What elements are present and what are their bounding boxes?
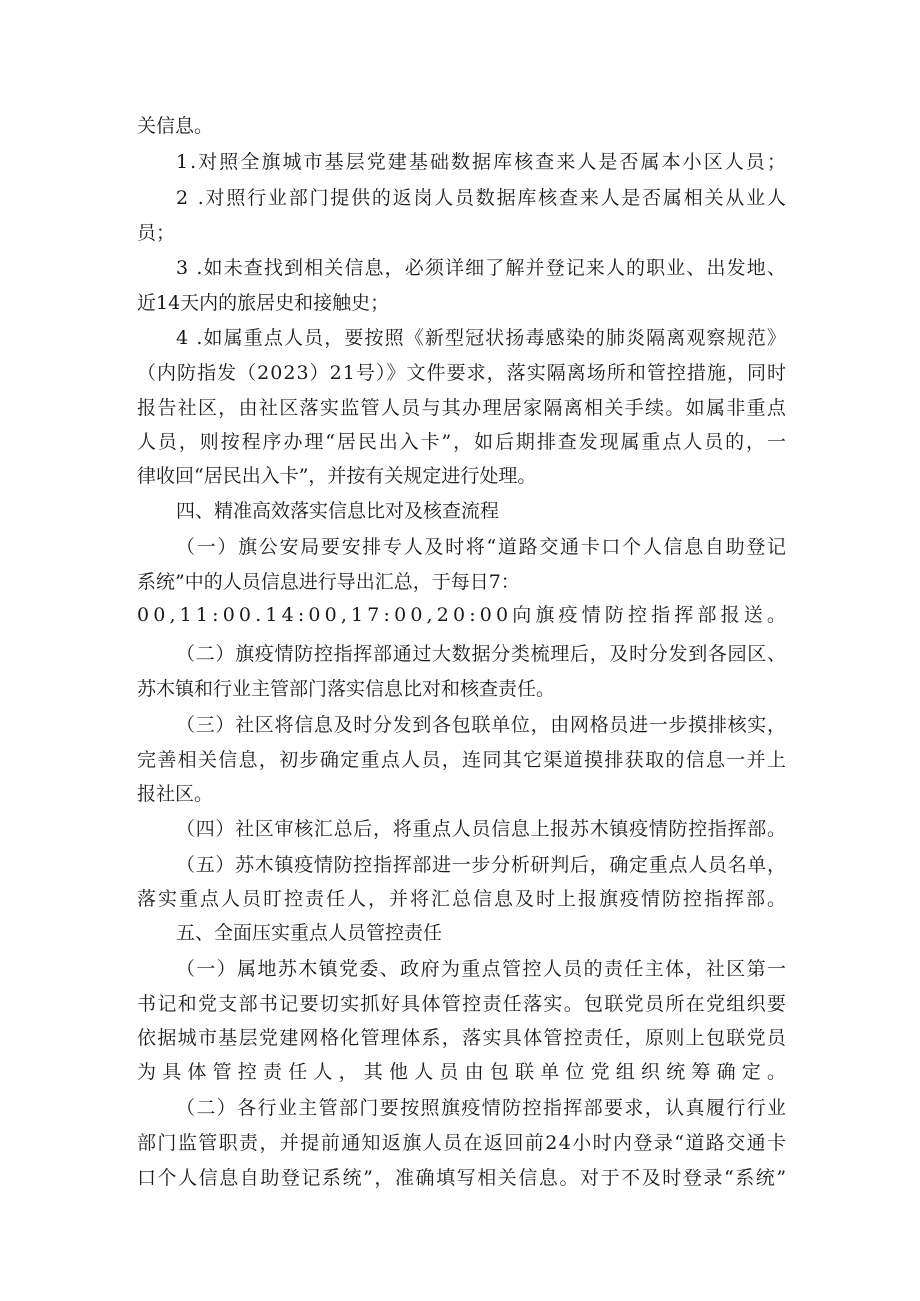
text-line [0, 598, 920, 632]
text-line [0, 251, 920, 285]
text-line-content: 4 .如属重点人员，要按照《新型冠状扬毒感染的肺炎隔离观察规范》 [176, 327, 788, 349]
text-line-content: 依据城市基层党建网格化管理体系，落实具体管控责任，原则上包联党员 [137, 1027, 788, 1049]
text-line-content: （一）旗公安局要安排专人及时将“道路交通卡口个人信息自助登记 [176, 536, 788, 558]
text-line-content: 00,11:00.14:00,17:00,20:00向旗疫情防控指挥部报送。 [137, 604, 791, 626]
text-line-content: 2 .对照行业部门提供的返岗人员数据库核查来人是否属相关从业人 [176, 187, 788, 209]
text-line [0, 565, 920, 599]
text-line-content: 落实重点人员盯控责任人，并将汇总信息及时上报旗疫情防控指挥部。 [137, 888, 789, 910]
text-line-content: 书记和党支部书记要切实抓好具体管控责任落实。包联党员所在党组织要 [137, 993, 788, 1015]
text-line [0, 1126, 920, 1160]
text-line [0, 321, 920, 355]
text-line [0, 812, 920, 846]
text-line [0, 1091, 920, 1125]
text-line-content: 3 .如未查找到相关信息，必须详细了解并登记来人的职业、出发地、 [176, 257, 788, 279]
text-line-content: 部门监管职责，并提前通知返旗人员在返回前24小时内登录“道路交通卡 [137, 1132, 788, 1154]
text-line [0, 743, 920, 777]
text-line [0, 145, 920, 179]
text-line-content: 完善相关信息，初步确定重点人员，连同其它渠道摸排获取的信息一并上 [137, 749, 788, 771]
text-line [0, 1055, 920, 1089]
text-line [0, 530, 920, 564]
section-heading [0, 494, 920, 528]
text-line [0, 425, 920, 459]
text-line [0, 637, 920, 671]
text-line [0, 1021, 920, 1055]
text-line [0, 216, 920, 250]
text-line-content: （五）苏木镇疫情防控指挥部进一步分析研判后，确定重点人员名单， [176, 854, 787, 876]
text-line-content: （三）社区将信息及时分发到各包联单位，由网格员进一步摸排核实， [176, 714, 787, 736]
text-line [0, 672, 920, 706]
text-line-content: （二）各行业主管部门要按照旗疫情防控指挥部要求，认真履行行业 [176, 1097, 788, 1119]
text-line-content: 关信息。 [137, 115, 214, 137]
text-line [0, 882, 920, 916]
text-line [0, 848, 920, 882]
text-line [0, 952, 920, 986]
section-heading-text: 四、精准高效落实信息比对及核查流程 [176, 500, 500, 522]
text-line-content: 苏木镇和行业主管部门落实信息比对和核查责任。 [137, 678, 556, 700]
section-heading [0, 916, 920, 950]
section-heading-text: 五、全面压实重点人员管控责任 [176, 922, 443, 944]
text-line-content: 1.对照全旗城市基层党建基础数据库核查来人是否属本小区人员； [176, 151, 788, 173]
text-line-content: 员； [137, 222, 176, 244]
text-line-content: 报告社区，由社区落实监管人员与其办理居家隔离相关手续。如属非重点 [137, 397, 788, 419]
text-line [0, 181, 920, 215]
text-line [0, 109, 920, 143]
text-line [0, 708, 920, 742]
text-line-content: 近14天内的旅居史和接触史； [137, 292, 390, 314]
text-line-content: （二）旗疫情防控指挥部通过大数据分类梳理后，及时分发到各园区、 [176, 643, 787, 665]
text-line-content: 律收回“居民出入卡”，并按有关规定进行处理。 [137, 465, 537, 487]
text-line [0, 356, 920, 390]
text-line-content: 报社区。 [137, 783, 214, 805]
text-line [0, 459, 920, 493]
text-line-content: （内防指发（2023）21号）》文件要求，落实隔离场所和管控措施，同时 [137, 362, 788, 384]
text-line [0, 286, 920, 320]
text-line-content: 系统”中的人员信息进行导出汇总，于每日7： [137, 571, 520, 593]
text-line [0, 987, 920, 1021]
text-line [0, 777, 920, 811]
text-line-content: 为具体管控责任人，其他人员由包联单位党组织统筹确定。 [137, 1061, 793, 1083]
text-line [0, 1161, 920, 1195]
text-line [0, 391, 920, 425]
text-line-content: 人员，则按程序办理“居民出入卡”，如后期排查发现属重点人员的，一 [137, 431, 788, 453]
text-line-content: （一）属地苏木镇党委、政府为重点管控人员的责任主体，社区第一 [176, 958, 788, 980]
text-line-content: 口个人信息自助登记系统”，准确填写相关信息。对于不及时登录“系统” [137, 1167, 788, 1189]
text-line-content: （四）社区审核汇总后，将重点人员信息上报苏木镇疫情防控指挥部。 [176, 818, 787, 840]
